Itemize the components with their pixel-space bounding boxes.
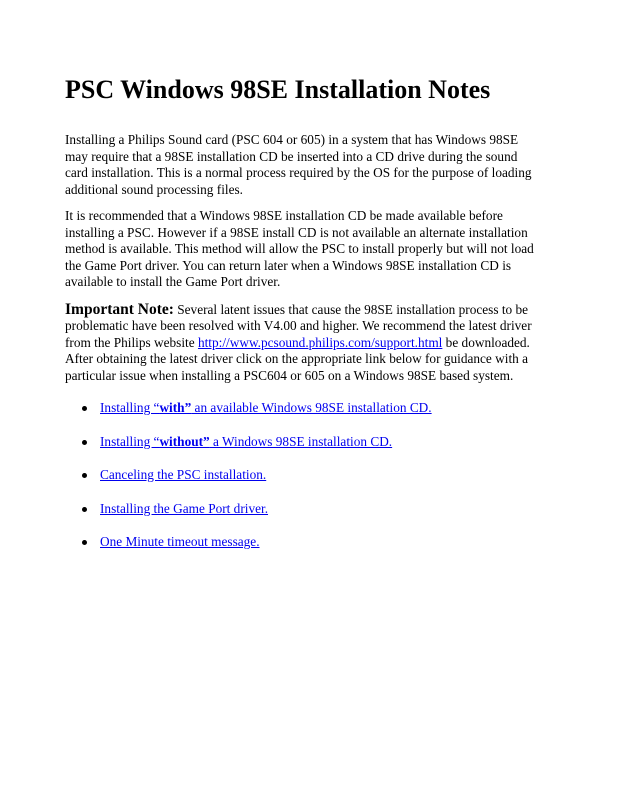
important-note-text-after-link: be downloaded. After obtaining the latest driver click on the appropriate link below for guidance with a particular issue when installing a PSC604 or 605 on a Windows 98SE based system. [65, 334, 530, 383]
link-game-port-driver[interactable]: Installing the Game Port driver. [100, 500, 269, 516]
document-page [65, 74, 535, 568]
link-timeout-message[interactable]: One Minute timeout message. [100, 534, 260, 549]
important-note-paragraph [65, 302, 535, 385]
philips-support-link[interactable]: http://www.pcsound.philips.com/support.html [197, 334, 443, 350]
page-title: PSC Windows 98SE Installation Notes [65, 75, 491, 104]
bullet-icon [82, 540, 87, 545]
bullet-icon [82, 406, 87, 411]
important-note-label: Important Note: [65, 300, 174, 318]
link-canceling-installation[interactable]: Canceling the PSC installation. [100, 467, 267, 482]
bullet-icon [82, 507, 87, 512]
list-item [65, 467, 535, 484]
list-item [65, 501, 535, 518]
intro-paragraph: Installing a Philips Sound card (PSC 604 or 605) in a system that has Windows 98SE may require that a 98SE installation CD be inserted into a CD drive during the sound card installation. This is a normal process required by the OS for the purpose of loading additional sound processing files. [65, 132, 532, 197]
list-item [65, 400, 535, 417]
list-item [65, 434, 535, 451]
recommendation-paragraph: It is recommended that a Windows 98SE installation CD be made available before installing a PSC. However if a 98SE install CD is not available an alternate installation method is available. This method will allow the PSC to install properly but will not load the Game Port driver. You can return later when a Windows 98SE installation CD is available to install the Game Port driver. [65, 208, 534, 289]
link-installing-with-cd[interactable]: Installing “with” an available Windows 98SE installation CD. [100, 400, 432, 415]
guidance-link-list [65, 400, 535, 551]
link-installing-without-cd[interactable]: Installing “without” a Windows 98SE installation CD. [100, 433, 393, 449]
important-note-text-before-link: Several latent issues that cause the 98SE installation process to be problematic have been resolved with V4.00 and higher. We recommend the latest driver from the Philips website [65, 301, 532, 350]
bullet-icon [82, 473, 87, 478]
list-item [65, 534, 535, 551]
bullet-icon [82, 440, 87, 445]
